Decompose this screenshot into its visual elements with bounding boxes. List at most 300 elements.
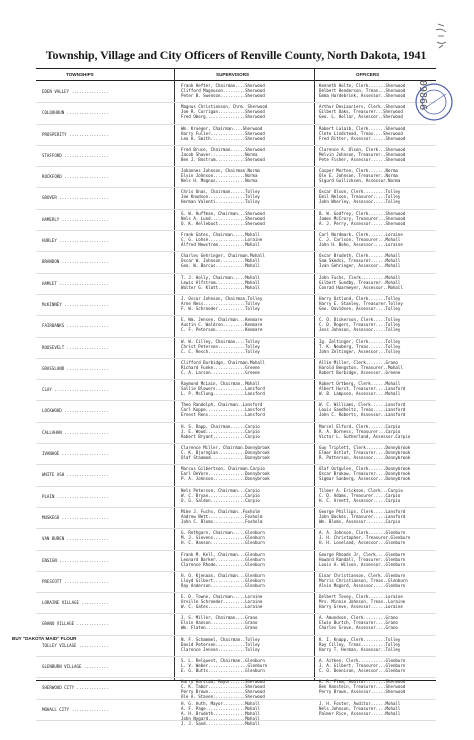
supervisors-cell <box>181 211 309 226</box>
supervisors-cell <box>181 189 309 204</box>
supervisor-line: Christ Petersen...........Tolley <box>181 343 260 349</box>
supervisor-line: Charles Gehringer, Chairman.Mohall <box>181 253 265 259</box>
supervisor-line: C. G. Lohse...............Loraine <box>181 237 263 243</box>
officer-line: Clete Lindstead, Treas....Sherwood <box>319 130 403 136</box>
officer-line: Howard Randall, Treasurer..Glenburn <box>319 556 406 562</box>
supervisor-line: L. P. McClung.............Lansford <box>181 391 265 397</box>
supervisor-line: W. C. Gates...............Loraine <box>181 604 263 610</box>
table-row <box>36 551 436 572</box>
supervisors-cell <box>181 83 309 98</box>
supervisor-line: Arne Ness.................Tolley <box>181 300 260 306</box>
officer-line: Gilbert Oaks, Treasurer...Sherwood <box>319 109 403 115</box>
officer-line: J. A. Gilbert, Treasurer...Glenburn <box>319 663 406 669</box>
officer-line: Palmer Rice, Assessor......Mohall <box>319 710 401 716</box>
supervisors-cell <box>181 594 309 609</box>
supervisor-line: N. F. Schammel, Chairman..Tolley <box>181 636 260 642</box>
table-bottom-rule <box>36 680 436 681</box>
supervisors-cell <box>181 552 309 567</box>
supervisors-cell <box>181 573 309 588</box>
supervisor-line: P. A. Johnson.............Donnybrook <box>181 476 270 482</box>
officer-line: Geo. Davidsen, Assessor....Tolley <box>319 305 401 311</box>
supervisor-line: John Nygard...............Mohall <box>181 715 260 721</box>
officer-line: Delbert Tovey, Clerk.......Loraine <box>319 594 403 600</box>
supervisor-line: C. K. Tabor...............Sherwood <box>181 684 265 690</box>
township-name: SHERWOOD CITY ............. <box>42 685 109 691</box>
table-row <box>36 380 436 401</box>
supervisor-line: Nels A. Lund..............Sherwood <box>181 215 265 221</box>
officer-table <box>36 82 436 726</box>
supervisor-line: Geo. W. Barcus............Mohall <box>181 263 260 269</box>
supervisor-line: Walter G. Klatt...........Mohall <box>181 284 260 290</box>
supervisor-line: Ben J. Bostrum............Sherwood <box>181 156 265 162</box>
township-name: LORAINE VILLAGE ........... <box>42 600 109 606</box>
officers-cell <box>319 637 437 652</box>
officers-cell <box>319 253 437 268</box>
supervisor-line: Sallie Blowers............Lansford <box>181 386 265 392</box>
officers-cell <box>319 147 437 162</box>
officer-line: R. A. Borness, Treasurer...Carpio <box>319 428 401 434</box>
officer-line: B. W. Godfrey, Clerk.......Sherwood <box>319 210 406 216</box>
supervisors-cell <box>181 615 309 630</box>
supervisors-cell <box>181 637 309 652</box>
table-row <box>36 231 436 252</box>
supervisor-line: Chris Onas, Chairman......Tolley <box>181 189 260 195</box>
table-row <box>36 210 436 231</box>
officer-line: Harold Bengston, Treasurer..Mohall <box>319 364 403 370</box>
township-name: LOCKWOOD .................. <box>42 408 109 414</box>
supervisor-line: C. F. Peterson............Kenmare <box>181 327 263 333</box>
officer-line: Harry T. Herman, Assessor..Tolley <box>319 646 401 652</box>
officer-line: A. A. Johnson, Clerk.......Glenburn <box>319 530 406 536</box>
officer-line: Elmer Ostlof, Treasurer....Donnybrook <box>319 450 411 456</box>
supervisors-cell <box>181 679 309 699</box>
officer-line: Louis A. Wilson, Assessor..Glenburn <box>319 561 406 567</box>
supervisors-cell <box>181 126 309 141</box>
supervisor-line: Joe Knudson...............Tolley <box>181 194 260 200</box>
township-name: FAIRBANKS ................. <box>42 323 109 329</box>
table-row <box>36 252 436 273</box>
officer-line: A. J. Perry, Assessor......Sherwood <box>319 220 406 226</box>
supervisors-cell <box>181 253 309 268</box>
officer-line: Marcel Elford, Clerk.......Carpio <box>319 423 401 429</box>
supervisor-line: A. F. Page................Mohall <box>181 705 260 711</box>
supervisor-line: Leonard Barker............Glenburn <box>181 556 265 562</box>
supervisor-line: Ray Anderson..............Glenburn <box>181 582 265 588</box>
supervisors-cell <box>181 360 309 375</box>
officer-line: Perry Brown, Assessor......Sherwood <box>319 689 406 695</box>
table-row <box>36 636 436 657</box>
officer-line: Mrs. Minnie Johnson, Treas..Loraine <box>319 599 406 605</box>
officer-line: Alvin Mogard, Assessor.....Glenburn <box>319 582 406 588</box>
officer-line: W. B. Lampson, Assessor....Mohall <box>319 391 401 397</box>
officers-cell <box>319 381 437 396</box>
supervisor-line: J. J. Sand................Mohall <box>181 720 260 726</box>
supervisor-line: Clarence Miller, Chairman.Donnybrook <box>181 445 270 451</box>
supervisor-line: Clarence Jensen...........Tolley <box>181 646 260 652</box>
officers-cell <box>319 168 437 183</box>
officer-line: Delbert Henderson, Treas...Sherwood <box>319 88 406 93</box>
supervisor-line: Frank Gates, Chairman.....Mohall <box>181 232 260 238</box>
officers-cell <box>319 530 437 545</box>
officer-line: Arthur DesLauriers, Clerk..Sherwood <box>319 104 406 110</box>
township-name: EDEN VALLEY ............... <box>42 89 109 94</box>
township-name: PLAIN ..................... <box>42 493 109 499</box>
supervisor-line: E. G. Butts...............Glenburn <box>181 668 265 674</box>
township-name: BRANDON ................... <box>42 259 109 265</box>
supervisors-cell <box>181 168 309 183</box>
officer-line: W. C. Williams, Clerk......Lansford <box>319 402 406 408</box>
table-row <box>36 295 436 316</box>
supervisor-line: Nels H. Magnus............Norma <box>181 178 258 184</box>
supervisor-line: E. Wm. Jensen, Chairman...Kenmare <box>181 317 263 323</box>
township-name: PROSPERITY ................ <box>42 131 109 137</box>
table-row <box>36 614 436 635</box>
officers-cell <box>319 275 437 290</box>
supervisors-cell <box>181 530 309 545</box>
supervisor-line: Frank M. Kell, Chairman...Glenburn <box>181 551 265 557</box>
supervisor-line: Magnus Christianson, Chrm. Sherwood <box>181 104 268 110</box>
supervisor-line: Johannes Johnson, Chairman.Norma <box>181 168 260 174</box>
officer-line: Pete Fisher, Assessor......Sherwood <box>319 156 406 162</box>
supervisors-cell <box>181 424 309 439</box>
supervisor-line: Nels Peterson, Chairman...Carpio <box>181 487 260 493</box>
supervisor-line: O. K. Hellebust...........Sherwood <box>181 220 265 226</box>
township-name: IVANHOE ................... <box>42 451 109 457</box>
library-stamp <box>412 80 456 124</box>
supervisor-line: Fred Bruce, Chairman......Sherwood <box>181 146 265 152</box>
officer-line: H. C. Arnett, Assessor.....Carpio <box>319 497 401 503</box>
supervisor-line: T. J. Holly, Chairman.....Mohall <box>181 274 260 280</box>
officer-line: C. O. Dennison, Assessor...Glenburn <box>319 668 406 674</box>
serial-number: 09866 <box>417 80 428 111</box>
officer-line: Oscar Brokaw, Treasurer....Donnybrook <box>319 471 411 477</box>
township-name: COLQUHOUN ................. <box>42 110 109 116</box>
officer-line: Einar Christianson, Clerk..Glenburn <box>319 572 406 578</box>
officers-cell <box>319 232 437 247</box>
supervisors-cell <box>181 488 309 503</box>
table-row <box>36 423 436 444</box>
supervisor-line: G. W. Huffman, Chairman...Sherwood <box>181 210 265 216</box>
supervisor-line: Wm. Krueger, Chairman....Sherwood <box>181 125 263 131</box>
officer-line: Ivan Gehringer, Assessor...Mohall <box>319 263 401 269</box>
supervisor-line: Jacob Shaver..............Norma <box>181 151 258 157</box>
officer-line: Clarence A. Olson, Clerk...Sherwood <box>319 146 406 152</box>
officers-cell <box>319 488 437 503</box>
supervisor-line: O. G. Saldon..............Carpio <box>181 497 260 503</box>
officer-line: John Fuchs, Clerk..........Mohall <box>319 274 401 280</box>
officer-line: J. H. Christopher, Treasurer.Glenburn <box>319 535 411 541</box>
supervisor-line: Oscar W. Johnson..........Mohall <box>181 258 260 264</box>
table-row <box>36 678 436 699</box>
officer-line: T. K. Neuberg, Treas.......Tolley <box>319 343 401 349</box>
supervisor-line: Robert Bryant.............Carpio <box>181 433 260 439</box>
supervisor-line: John C. Bloms.............Foxholm <box>181 518 263 524</box>
township-name: HAMERLY ................... <box>42 216 109 222</box>
table-row <box>36 444 436 465</box>
township-name: MOHALL CITY ............... <box>42 706 109 712</box>
supervisors-cell <box>181 445 309 460</box>
officer-line: Sigmar Sanberg, Assessor...Donnybrook <box>319 476 411 482</box>
officer-line: K. I. Knapp, Clerk.........Tolley <box>319 636 401 642</box>
officer-line: Conrad Haarmeyer, Assessor..Mohall <box>319 284 403 290</box>
supervisor-line: Alfred Newstrom...........Mohall <box>181 242 260 248</box>
officer-line: Kenneth Holte, Clerk.......Sherwood <box>319 83 406 88</box>
supervisor-line: Ole A. Staven.............Sherwood <box>181 694 265 700</box>
officer-line: Morris Christianson, Treas..Glenburn <box>319 577 408 583</box>
officers-cell <box>319 701 437 716</box>
supervisor-line: H. G. Auth, Mayor.........Mohall <box>181 700 260 706</box>
township-name: GROVER .................... <box>42 195 109 201</box>
table-row <box>36 401 436 422</box>
supervisor-line: Lloyd Gilbert.............Glenburn <box>181 577 265 583</box>
officer-line: K. R. Flem, Auditor........Sherwood <box>319 679 406 685</box>
supervisor-line: Lewis Alfstrom............Mohall <box>181 279 260 285</box>
officers-cell <box>319 445 437 460</box>
table-row <box>36 700 436 726</box>
township-name: TOLLEY VILLAGE ............ <box>42 642 109 648</box>
officer-line: George Rhoads Jr, Clerk....Glenburn <box>319 551 406 557</box>
officers-cell <box>319 509 437 524</box>
table-row <box>36 359 436 380</box>
officer-line: Harry Greve, Assessor......Loraine <box>319 604 403 610</box>
officers-cell <box>319 296 437 311</box>
officer-line: Robert Ortberg, Clerk......Mohall <box>319 381 401 387</box>
header-officers: OFFICERS <box>356 72 380 77</box>
officer-line: James McCrory, Treasurer...Sherwood <box>319 215 406 221</box>
township-name: HURLEY .................... <box>42 238 109 244</box>
officers-cell <box>319 317 437 332</box>
supervisor-line: Mike J. Fuchs, Chairman..Foxholm <box>181 508 260 514</box>
table-row <box>36 125 436 146</box>
table-row <box>36 167 436 188</box>
officer-line: Robert Lalaib, Clerk.......Sherwood <box>319 125 406 131</box>
supervisor-line: Harry Fuller..............Sherwood <box>181 130 265 136</box>
supervisor-line: C. K. Bjornglan...........Donnybrook <box>181 450 270 456</box>
officer-line: Ig. Zeltinger, Clerk.......Tolley <box>319 338 401 344</box>
supervisor-line: J. Oscar Johnson, Chairman.Tolley <box>181 295 263 301</box>
supervisors-cell <box>181 466 309 481</box>
supervisor-line: Andrew Nett...............Foxholm <box>181 513 263 519</box>
supervisors-cell <box>181 296 309 311</box>
officers-cell <box>319 679 437 694</box>
supervisors-cell <box>181 104 309 119</box>
supervisor-line: Frank Hefter, Chairman....Sherwood <box>181 83 265 88</box>
supervisor-line: David Petersen............Tolley <box>181 641 260 647</box>
township-name: MUSKEGO ................... <box>42 514 109 520</box>
supervisor-line: H. S. Rapp, Chairman......Carpio <box>181 423 260 429</box>
officer-line: Robert Burbidge, Assessor..Greene <box>319 369 401 375</box>
table-row <box>36 146 436 167</box>
officer-line: C. D. Adams, Treasurer.....Carpio <box>319 492 401 498</box>
header-bottom-rule <box>36 80 436 81</box>
officer-line: R. Patterson, Assessor.....Donnybrook <box>319 455 411 461</box>
officer-line: Louis Sandholtz, Treas.....Lansford <box>319 407 406 413</box>
officer-line: Elwin Burtch, Treasurer....Grano <box>319 620 398 626</box>
officer-line: A. Amundson, Clerk.........Grano <box>319 615 398 621</box>
supervisors-cell <box>181 232 309 247</box>
supervisor-line: A. H. Brudeth.............Mohall <box>181 710 260 716</box>
officer-line: Olaf Ostgulen, Clerk.......Donnybrook <box>319 466 411 472</box>
header-townships: TOWNSHIPS <box>66 72 94 77</box>
supervisor-line: Peter B. Swenson..........Sherwood <box>181 93 265 98</box>
officer-line: Ben Hanstein, Treasurer....Sherwood <box>319 684 406 690</box>
supervisor-line: H. O. Kjenaas, Chairman...Glenburn <box>181 572 265 578</box>
supervisors-cell <box>181 317 309 332</box>
officer-line: H. H. Loveland, Assessor...Glenburn <box>319 540 406 546</box>
officers-cell <box>319 339 437 354</box>
supervisor-line: E. D. Towne, Chairman.....Loraine <box>181 594 263 600</box>
table-row <box>36 274 436 295</box>
officer-line: Tilmer A. Erickson, Clerk...Carpio <box>319 487 403 493</box>
table-row <box>36 529 436 550</box>
township-name: GRANO VILLAGE ............. <box>42 621 109 627</box>
supervisors-cell <box>181 147 309 162</box>
officer-line: Ole E. Johnson, Treasurer..Norma <box>319 173 398 179</box>
supervisor-line: Wm. Flaten................Grano <box>181 625 258 631</box>
officer-line: John H. Bohn, Assessor.....Loraine <box>319 242 403 248</box>
officer-line: Geo. L. Hollar, Assessor..Sherwood <box>319 114 403 120</box>
officer-line: Wm. Bloms, Assessor........Carpio <box>319 518 401 524</box>
officers-cell <box>319 658 437 673</box>
officer-line: Sam Skedsi, Treasurer......Mohall <box>319 258 401 264</box>
supervisor-line: Ernest Rens...............Lansford <box>181 412 265 418</box>
supervisor-line: Theo Randolph, Chairman..Lansford <box>181 402 263 408</box>
officer-line: Fred Ritter, Assessor......Sherwood <box>319 135 406 141</box>
officers-cell <box>319 466 437 481</box>
township-name: WHITE ASH ................. <box>42 472 109 478</box>
officer-line: John C. Roberts, Assessor..Lansford <box>319 412 406 418</box>
header-top-rule <box>36 68 436 69</box>
supervisor-line: Harry Harstad, Mayor......Sherwood <box>181 679 265 685</box>
supervisor-line: S. L. Relquest, Chairman..Glenburn <box>181 658 265 664</box>
supervisors-cell <box>181 381 309 396</box>
officer-line: Gilbert Sundby, Treasurer..Mohall <box>319 279 401 285</box>
officer-line: A. Aitken, Clerk...........Glenburn <box>319 658 406 664</box>
township-name: ENSIGN .................... <box>42 557 109 563</box>
officer-line: Casper Morten, Clerk.......Norma <box>319 168 398 174</box>
officer-line: John Backes, Treasurer.....Lansford <box>319 513 406 519</box>
supervisor-line: J. S. Miller, Chairman....Grano <box>181 615 258 621</box>
officer-line: C. D. Rogers, Treasurer....Tolley <box>319 322 401 328</box>
officer-line: C. O. Dickerson, Clerk.....Tolley <box>319 317 401 323</box>
officer-line: Victor L. Sutherland, Assessor.Carpio <box>319 433 411 439</box>
township-name: ROCKFORD .................. <box>42 174 109 180</box>
supervisor-line: F. W. Schroeder...........Tolley <box>181 305 260 311</box>
table-row <box>36 103 436 124</box>
supervisor-line: L. V. Weber................Glenburn <box>181 663 268 669</box>
officer-line: Oscar Brudeth, Clerk.......Mohall <box>319 253 401 259</box>
supervisor-line: Richard Funke.............Greene <box>181 364 260 370</box>
officer-line: J. H. Foster, Auditor......Mohall <box>319 700 401 706</box>
supervisor-line: Orville Schroeder.........Loraine <box>181 599 263 605</box>
supervisor-line: Marcus Gilbertson, Chairman.Carpio <box>181 466 265 472</box>
officers-cell <box>319 360 437 375</box>
page-title: Township, Village and City Officers of Renville County, North Dakota, 1941 <box>45 48 427 62</box>
footer-advert: BUY "DAKOTA MAID" FLOUR <box>12 636 77 641</box>
supervisors-cell <box>181 339 309 354</box>
document-page <box>36 48 436 726</box>
township-name: PRESCOTT .................. <box>42 578 109 584</box>
supervisor-line: C. A. Larson..............Greene <box>181 369 260 375</box>
officer-line: Guy Triplett, Clerk........Donnybrook <box>319 445 411 451</box>
handwritten-note <box>412 20 452 80</box>
officer-line: Jess Johnson, Assessor.....Tolley <box>319 327 401 333</box>
table-row <box>36 316 436 337</box>
supervisors-cell <box>181 701 309 726</box>
officer-line: Emma Hardebrink, Assessor..Sherwood <box>319 93 406 98</box>
supervisors-cell <box>181 275 309 290</box>
supervisor-line: C. C. Resch...............Tolley <box>181 348 260 354</box>
officer-line: George Phillips, Clerk.....Lansford <box>319 508 406 514</box>
supervisor-line: H. C. Hanson..............Glenburn <box>181 540 265 546</box>
supervisor-line: Perry Brown...............Sherwood <box>181 689 265 695</box>
officer-line: Melvin Johnson, Treasurer..Sherwood <box>319 151 406 157</box>
supervisor-line: M. J. Sievens.............Glenburn <box>181 535 265 541</box>
table-row <box>36 338 436 359</box>
column-headers <box>36 70 436 80</box>
table-row <box>36 657 436 678</box>
officer-line: Sigurd Gullicksen, Assessor.Norma <box>319 178 401 184</box>
table-row <box>36 593 436 614</box>
supervisor-line: Austin C. Waldron.........Kenmare <box>181 322 263 328</box>
officers-cell <box>319 615 437 630</box>
supervisor-line: Clifford Burbidge, Chairman.Mohall <box>181 359 265 365</box>
supervisors-cell <box>181 658 309 673</box>
supervisor-line: Leo H. Smith..............Sherwood <box>181 135 265 141</box>
officers-cell <box>319 573 437 588</box>
table-row <box>36 572 436 593</box>
officer-line: Oscar Olson, Clerk.........Tolley <box>319 189 401 195</box>
officers-cell <box>319 552 437 567</box>
officer-line: Harry Ostlund, Clerk.......Tolley <box>319 295 401 301</box>
officers-cell <box>319 402 437 417</box>
township-name: VAN BUREN ................. <box>42 536 109 542</box>
supervisors-cell <box>181 402 309 417</box>
officer-line: Harry E. Stanley, Treasurer.Tolley <box>319 300 403 306</box>
supervisor-line: W. C. Bryan...............Carpio <box>181 492 260 498</box>
officer-line: Roy Cilley, Treas..........Tolley <box>319 641 401 647</box>
supervisor-line: Herman Valenti............Tolley <box>181 199 260 205</box>
officers-cell <box>319 424 437 439</box>
supervisor-line: Earl DeVore...............Donnybrook <box>181 471 270 477</box>
officer-line: Carl Nordmark, Clerk.......Loraine <box>319 232 403 238</box>
officers-cell <box>319 594 437 609</box>
supervisor-line: Fred Oberg................Sherwood <box>181 114 265 120</box>
officer-line: Nels Johnson, Treasurer....Mohall <box>319 705 401 711</box>
supervisor-line: W. W. Cilley, Chairman....Tolley <box>181 338 260 344</box>
officers-cell <box>319 126 437 141</box>
township-name: GLENBURN VILLAGE .......... <box>42 664 109 670</box>
supervisor-line: Elvin Hanson..............Grano <box>181 620 258 626</box>
supervisor-line: Elvin Johnson.............Norma <box>181 173 258 179</box>
township-name: McKINNEY .................. <box>42 301 109 307</box>
supervisor-line: Clifford Magnuson.........Sherwood <box>181 88 265 93</box>
officer-line: Charles Grove, Assessor....Grano <box>319 625 398 631</box>
supervisor-line: Olaf Staamod..............Donnybrook <box>181 455 270 461</box>
officer-line: Albert Hurst, Treasurer....Lansford <box>319 386 406 392</box>
officer-line: Emil Nelson, Treasurer.....Tolley <box>319 194 401 200</box>
officer-line: Allie Miller, Clerk........Grano <box>319 359 398 365</box>
township-name: CALLAHAN .................. <box>42 429 109 435</box>
table-row <box>36 487 436 508</box>
supervisor-line: G. Rothgarn, Chairman.....Glenburn <box>181 530 265 536</box>
officers-cell <box>319 211 437 226</box>
township-name: GRASSLAND ................. <box>42 365 109 371</box>
supervisor-line: J. E. Wood................Carpio <box>181 428 260 434</box>
table-row <box>36 188 436 209</box>
supervisor-line: Raymond McLain, Chairman..Mohall <box>181 381 260 387</box>
supervisor-line: Carl Koppe................Lansford <box>181 407 265 413</box>
